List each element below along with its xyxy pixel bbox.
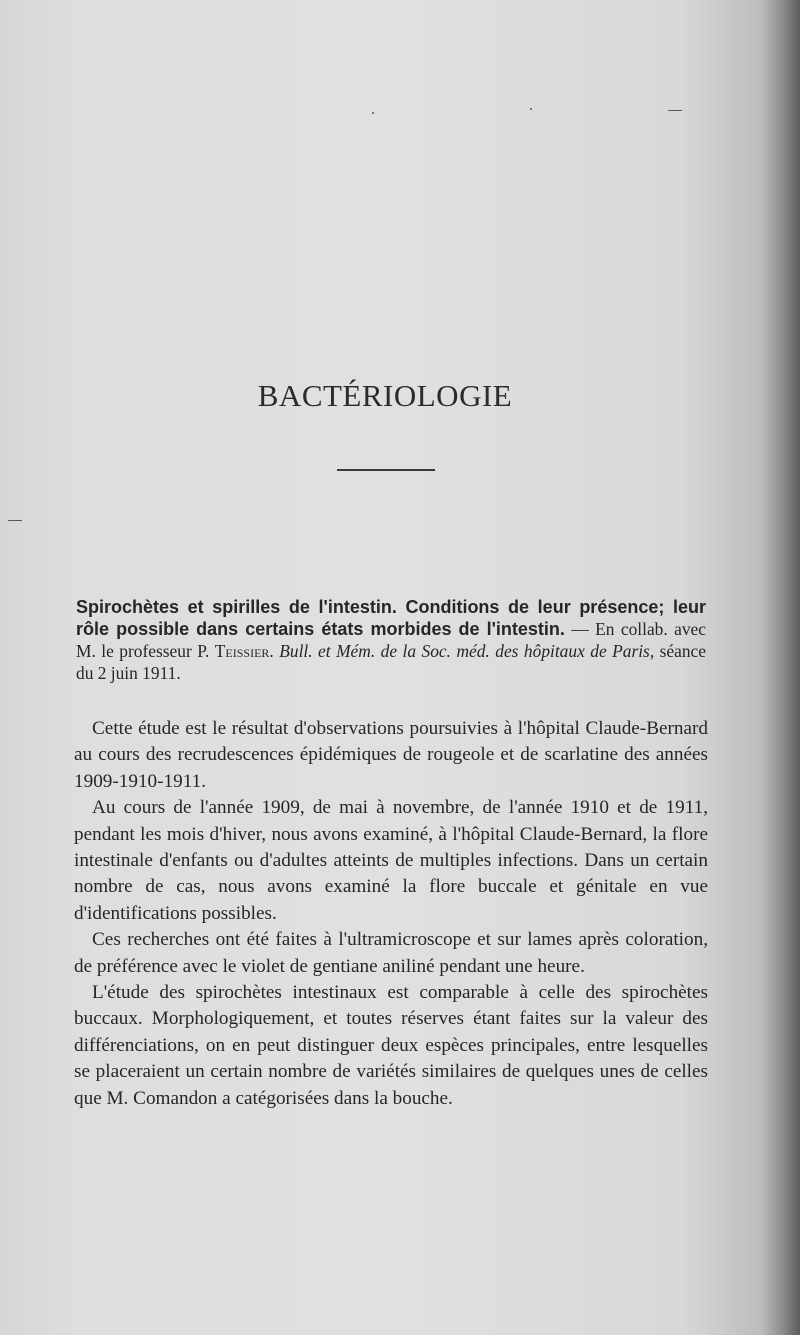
print-speck <box>668 110 682 111</box>
paragraph: Ces recherches ont été faites à l'ultramicroscope et sur lames après coloration, de préférence avec le violet de gentiane aniliné pendant une heure. <box>74 929 708 977</box>
entry-journal: Bull. et Mém. de la Soc. méd. des hôpitaux de Paris <box>279 641 650 661</box>
page-edge-shadow <box>762 0 800 1335</box>
print-speck <box>372 112 374 114</box>
print-speck <box>530 108 532 110</box>
print-speck <box>8 520 22 521</box>
paragraph: L'étude des spirochètes intestinaux est comparable à celle des spirochètes buccaux. Morphologiquement, et toutes réserves étant faites sur la valeur des différenciations, on en peut distinguer deux espèces principales, entre lesquelles se placeraient un certain nombre de variétés similaires de quelques unes de celles que M. Comandon a catégorisées dans la bouche. <box>74 982 708 1109</box>
entry-session: , séance du 2 juin 1911. <box>76 641 706 683</box>
title-rule <box>337 469 435 471</box>
section-title: BACTÉRIOLOGIE <box>257 378 513 413</box>
paragraph: Au cours de l'année 1909, de mai à novembre, de l'année 1910 et de 1911, pendant les mois d'hiver, nous avons examiné, à l'hôpital Claude-Bernard, la flore intestinale d'enfants ou d'adultes atteints de multiples infections. Dans un certain nombre de cas, nous avons examiné la flore buccale et génitale en vue d'identifications possibles. <box>74 797 708 924</box>
entry-title: Spirochètes et spirilles de l'intestin. Conditions de leur présence; leur rôle possible dans certains états morbides de l'intestin. <box>76 597 706 639</box>
bibliography-entry <box>76 596 706 684</box>
paragraph: Cette étude est le résultat d'observations poursuivies à l'hôpital Claude-Bernard au cours des recrudescences épidémiques de rougeole et de scarlatine des années 1909-1910-1911. <box>74 718 708 792</box>
entry-collab-sep: . <box>269 641 280 661</box>
entry-collab: — En collab. avec M. le professeur P. <box>76 619 706 661</box>
entry-collab-name: Teissier <box>214 641 270 661</box>
body-text <box>74 716 708 1112</box>
